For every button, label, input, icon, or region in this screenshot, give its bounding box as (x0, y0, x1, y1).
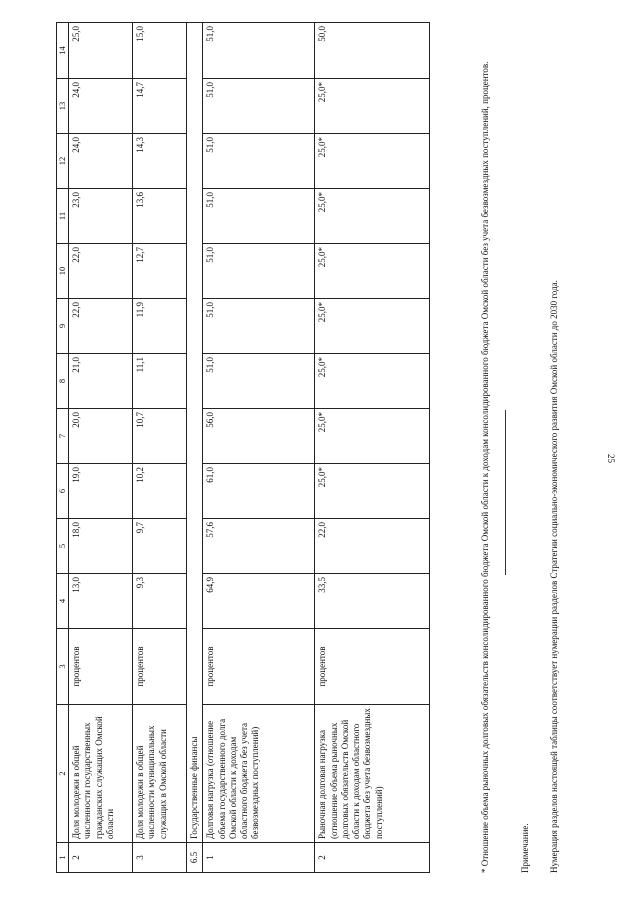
value-cell: 24,0 (69, 134, 133, 189)
value-cell: 15,0 (133, 23, 187, 79)
column-number: 12 (57, 134, 69, 189)
value-cell: 25,0* (315, 299, 430, 354)
value-cell: 14,7 (133, 79, 187, 134)
section-title: Государственные финансы (187, 23, 203, 843)
indicator-name: Доля молодежи в общей численности муниципальных служащих в Омской области (133, 705, 187, 843)
indicator-name: Долговая нагрузка (отношение объема государственного долга Омской области к доходам областного бюджета без учета безвозмездных поступлений) (203, 705, 315, 843)
value-cell: 19,0 (69, 464, 133, 519)
value-cell: 64,9 (203, 574, 315, 629)
value-cell: 25,0* (315, 134, 430, 189)
note-text: Нумерация разделов настоящей таблицы соответствует нумерации разделов Стратегии социально-экономического развития Омской области до 2030 года. (549, 280, 559, 873)
column-number: 2 (57, 705, 69, 843)
value-cell: 9,3 (133, 574, 187, 629)
footnote: * Отношение объема рыночных долговых обязательств консолидированного бюджета Омской области к доходам консолидированного бюджета Омской области без учета безвозмездных поступлений, процентов. (480, 61, 490, 873)
page-number: 25 (606, 454, 616, 463)
column-number: 10 (57, 244, 69, 299)
value-cell: 51,0 (203, 299, 315, 354)
unit: процентов (133, 629, 187, 705)
value-cell: 51,0 (203, 134, 315, 189)
note-label: Примечание. (520, 823, 530, 873)
value-cell: 25,0* (315, 464, 430, 519)
column-number: 1 (57, 843, 69, 873)
value-cell: 21,0 (69, 354, 133, 409)
value-cell: 51,0 (203, 354, 315, 409)
unit: процентов (315, 629, 430, 705)
section-number: 6.5 (187, 843, 203, 873)
value-cell: 10,2 (133, 464, 187, 519)
value-cell: 25,0* (315, 244, 430, 299)
row-number: 1 (203, 843, 315, 873)
column-number: 3 (57, 629, 69, 705)
value-cell: 33,5 (315, 574, 430, 629)
value-cell: 61,0 (203, 464, 315, 519)
column-number: 9 (57, 299, 69, 354)
column-number: 4 (57, 574, 69, 629)
indicator-name: Доля молодежи в общей численности государственных гражданских служащих Омской области (69, 705, 133, 843)
value-cell: 25,0* (315, 354, 430, 409)
table-row (133, 23, 187, 873)
column-number: 7 (57, 409, 69, 464)
value-cell: 22,0 (69, 299, 133, 354)
column-number: 14 (57, 23, 69, 79)
value-cell: 20,0 (69, 409, 133, 464)
unit: процентов (69, 629, 133, 705)
value-cell: 11,1 (133, 354, 187, 409)
column-number: 5 (57, 519, 69, 574)
value-cell: 22,0 (315, 519, 430, 574)
section-row (187, 23, 203, 873)
value-cell: 25,0* (315, 409, 430, 464)
indicators-table (56, 22, 430, 873)
value-cell: 12,7 (133, 244, 187, 299)
value-cell: 18,0 (69, 519, 133, 574)
value-cell: 51,0 (203, 79, 315, 134)
value-cell: 23,0 (69, 189, 133, 244)
value-cell: 56,0 (203, 409, 315, 464)
column-number-row (57, 23, 69, 873)
table-row (69, 23, 133, 873)
column-number: 11 (57, 189, 69, 244)
row-number: 3 (133, 843, 187, 873)
value-cell: 11,9 (133, 299, 187, 354)
value-cell: 51,0 (203, 244, 315, 299)
row-number: 2 (315, 843, 430, 873)
value-cell: 25,0* (315, 189, 430, 244)
value-cell: 14,3 (133, 134, 187, 189)
indicator-name: Рыночная долговая нагрузка (отношение объема рыночных долговых обязательств Омской области к доходам областного бюджета без учета безвозмездных поступлений) (315, 705, 430, 843)
separator-line (505, 410, 506, 575)
column-number: 13 (57, 79, 69, 134)
value-cell: 51,0 (203, 23, 315, 79)
value-cell: 25,0* (315, 79, 430, 134)
value-cell: 57,6 (203, 519, 315, 574)
value-cell: 13,6 (133, 189, 187, 244)
value-cell: 9,7 (133, 519, 187, 574)
value-cell: 10,7 (133, 409, 187, 464)
row-number: 2 (69, 843, 133, 873)
value-cell: 13,0 (69, 574, 133, 629)
value-cell: 24,0 (69, 79, 133, 134)
column-number: 8 (57, 354, 69, 409)
table-row (203, 23, 315, 873)
column-number: 6 (57, 464, 69, 519)
unit: процентов (203, 629, 315, 705)
value-cell: 51,0 (203, 189, 315, 244)
table-row (315, 23, 430, 873)
table-body (57, 23, 430, 873)
value-cell: 25,0 (69, 23, 133, 79)
value-cell: 50,0 (315, 23, 430, 79)
value-cell: 22,0 (69, 244, 133, 299)
